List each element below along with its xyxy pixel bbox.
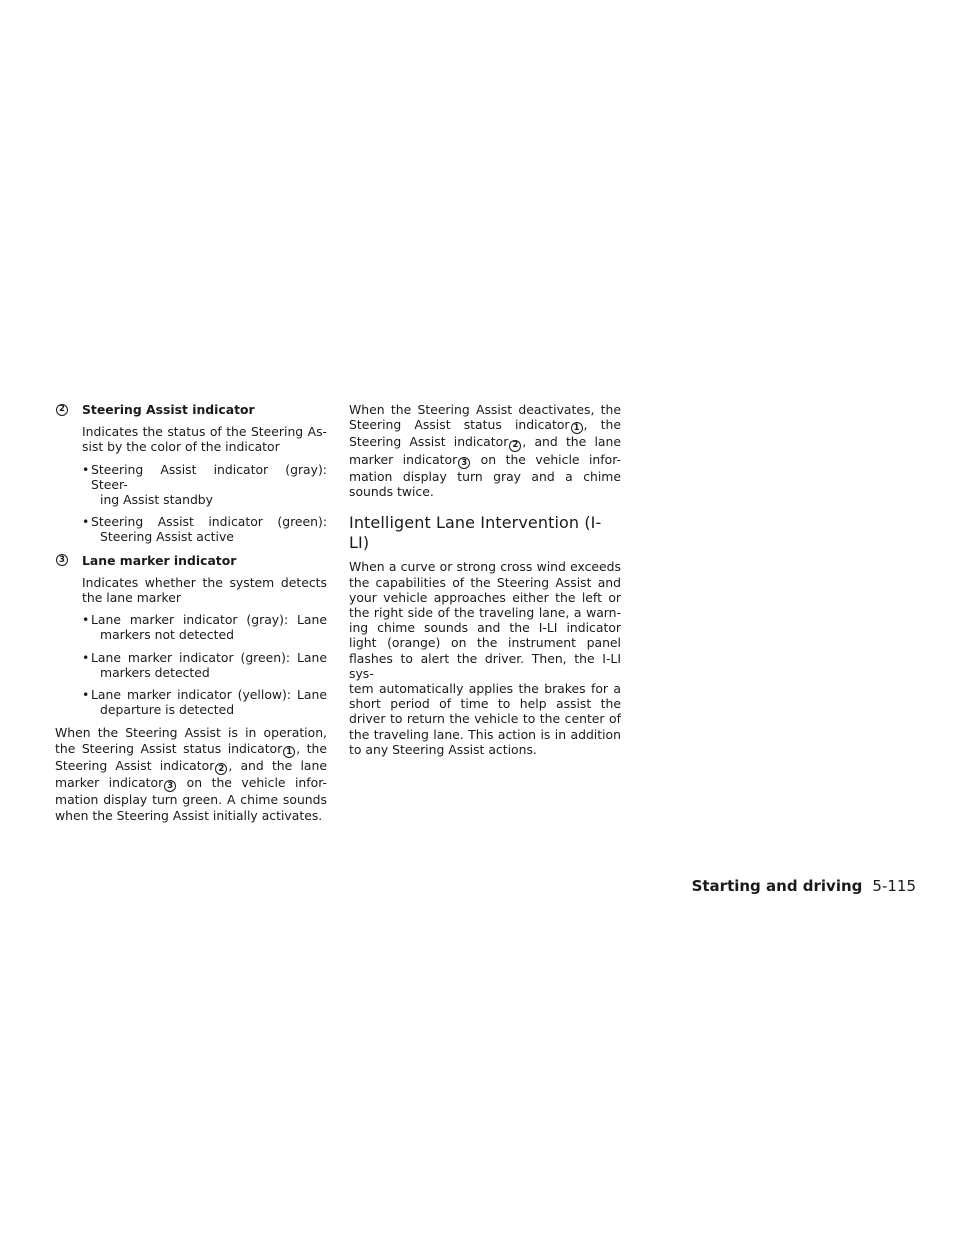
marker-2-icon: 2	[56, 404, 68, 416]
operation-paragraph: When the Steering Assist is in operation, the Steering Assist status indicator 1 , the Steering Assist indicator 2 , and the lane marker indicator 3 on the vehicle infor- mation display turn green. A chime sounds when the Steering Assist initially activates.	[55, 725, 328, 823]
marker-3-icon: 3	[458, 457, 470, 469]
item-3-title: Lane marker indicator	[82, 552, 237, 568]
footer-section-title: Starting and driving	[691, 877, 863, 895]
item-3-description: Indicates whether the system detects the lane marker	[82, 574, 327, 606]
deactivation-paragraph: When the Steering Assist deactivates, the Steering Assist status indicator 1 , the Steering Assist indicator 2 , and the lane marker indicator 3 on the vehicle infor- mation display turn gray and a chime sounds twice.	[349, 402, 621, 500]
page-footer	[0, 876, 916, 896]
left-column	[55, 402, 327, 823]
marker-1-icon: 1	[283, 746, 295, 758]
page-number: 5-115	[872, 877, 916, 895]
marker-3-icon: 3	[56, 554, 68, 566]
marker-2-icon: 2	[215, 763, 227, 775]
item-2-title: Steering Assist indicator	[82, 402, 255, 417]
right-column	[349, 402, 621, 757]
item-3-bullet-yellow: • Lane marker indicator (yellow): Lane departure is detected	[82, 687, 327, 718]
bullet-glyph: •	[82, 461, 90, 477]
item-3-bullet-green: • Lane marker indicator (green): Lane markers detected	[82, 649, 327, 680]
item-2-description: Indicates the status of the Steering As- sist by the color of the indicator	[82, 424, 327, 455]
bullet-glyph: •	[82, 612, 90, 628]
bullet-glyph: •	[82, 687, 90, 703]
item-2-heading	[55, 402, 327, 417]
marker-3-icon: 3	[164, 780, 176, 792]
item-3-bullet-gray: • Lane marker indicator (gray): Lane markers not detected	[82, 612, 327, 643]
item-2-bullet-green: • Steering Assist indicator (green): Steering Assist active	[82, 514, 327, 545]
marker-1-icon: 1	[571, 422, 583, 434]
section-heading: Intelligent Lane Intervention (I-LI)	[349, 513, 602, 553]
item-3-heading	[55, 553, 327, 568]
i-li-body: When a curve or strong cross wind exceeds the capabilities of the Steering Assist and your vehicle approaches either the left or the right side of the traveling lane, a warn- ing chime sounds and the I-LI indicator light (orange) on the instrument panel flashes to alert the driver. Then, the I-LI sys- tem automatically applies the brakes for a short period of time to help assist the driver to return the vehicle to the center of the traveling lane. This action is in addition to any Steering Assist actions.	[349, 559, 621, 757]
item-2-bullet-gray: • Steering Assist indicator (gray): Steer- ing Assist standby	[82, 461, 327, 508]
bullet-glyph: •	[82, 649, 90, 665]
marker-2-icon: 2	[509, 440, 521, 452]
bullet-glyph: •	[82, 514, 90, 530]
